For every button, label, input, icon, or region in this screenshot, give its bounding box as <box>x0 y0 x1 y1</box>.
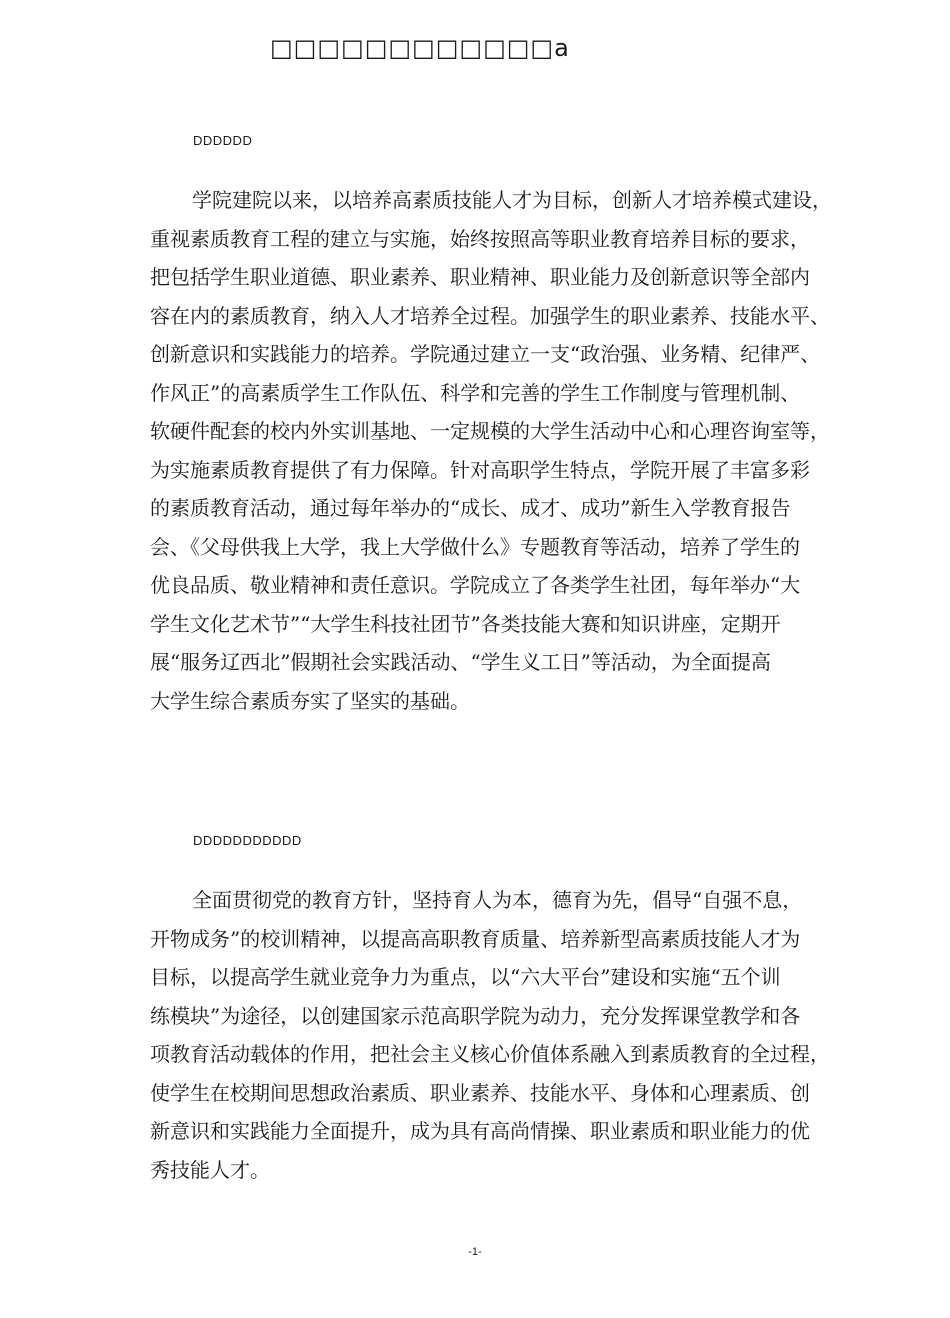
paragraph-line: 为实施素质教育提供了有力保障。针对高职学生特点，学院开展了丰富多彩 <box>150 457 810 482</box>
paragraph-2 <box>150 881 830 1189</box>
paragraph-line: 软硬件配套的校内外实训基地、一定规模的大学生活动中心和心理咨询室等， <box>150 419 830 443</box>
paragraph-line: 项教育活动载体的作用，把社会主义核心价值体系融入到素质教育的全过程， <box>150 1042 830 1066</box>
paragraph-line: 优良品质、敬业精神和责任意识。学院成立了各类学生社团，每年举办“大 <box>150 573 801 597</box>
paragraph-line: 展“服务辽西北”假期社会实践活动、“学生义工日”等活动，为全面提高 <box>150 650 771 674</box>
paragraph-line: 新意识和实践能力全面提升，成为具有高尚情操、职业素质和职业能力的优 <box>150 1119 810 1143</box>
paragraph-line: 开物成务”的校训精神，以提高高职教育质量、培养新型高素质技能人才为 <box>150 926 801 951</box>
paragraph-line: 学生文化艺术节”“大学生科技社团节”各类技能大赛和知识讲座，定期开 <box>150 611 781 636</box>
paragraph-line: 大学生综合素质夯实了坚实的基础。 <box>150 688 470 713</box>
paragraph-line: 目标，以提高学生就业竞争力为重点，以“六大平台”建设和实施“五个训 <box>150 965 781 989</box>
paragraph-line: 把包括学生职业道德、职业素养、职业精神、职业能力及创新意识等全部内 <box>150 265 810 289</box>
section-heading-2: DDDDDDDDDDD <box>193 833 302 848</box>
paragraph-line: 作风正”的高素质学生工作队伍、科学和完善的学生工作制度与管理机制、 <box>150 380 801 405</box>
paragraph-line: 重视素质教育工程的建立与实施，始终按照高等职业教育培养目标的要求， <box>150 226 810 251</box>
paragraph-line: 学院建院以来，以培养高素质技能人才为目标，创新人才培养模式建设， <box>192 188 832 212</box>
paragraph-line: 容在内的素质教育，纳入人才培养全过程。加强学生的职业素养、技能水平、 <box>150 303 830 328</box>
paragraph-line: 创新意识和实践能力的培养。学院通过建立一支“政治强、业务精、纪律严、 <box>150 342 821 366</box>
paragraph-line: 会、《父母供我上大学，我上大学做什么》专题教育等活动，培养了学生的 <box>150 534 800 559</box>
paragraph-line: 秀技能人才。 <box>150 1157 270 1182</box>
section-heading-1: DDDDDD <box>193 133 253 148</box>
paragraph-1 <box>150 181 832 720</box>
paragraph-line: 使学生在校期间思想政治素质、职业素养、技能水平、身体和心理素质、创 <box>150 1080 810 1105</box>
document-title: □□□□□□□□□□□□a <box>270 34 570 62</box>
paragraph-line: 的素质教育活动，通过每年举办的“成长、成才、成功”新生入学教育报告 <box>150 496 791 520</box>
paragraph-line: 全面贯彻党的教育方针，坚持育人为本，德育为先，倡导“自强不息， <box>192 888 803 912</box>
page-number: -1- <box>468 1246 482 1258</box>
paragraph-line: 练模块”为途径，以创建国家示范高职学院为动力，充分发挥课堂教学和各 <box>150 1003 801 1028</box>
